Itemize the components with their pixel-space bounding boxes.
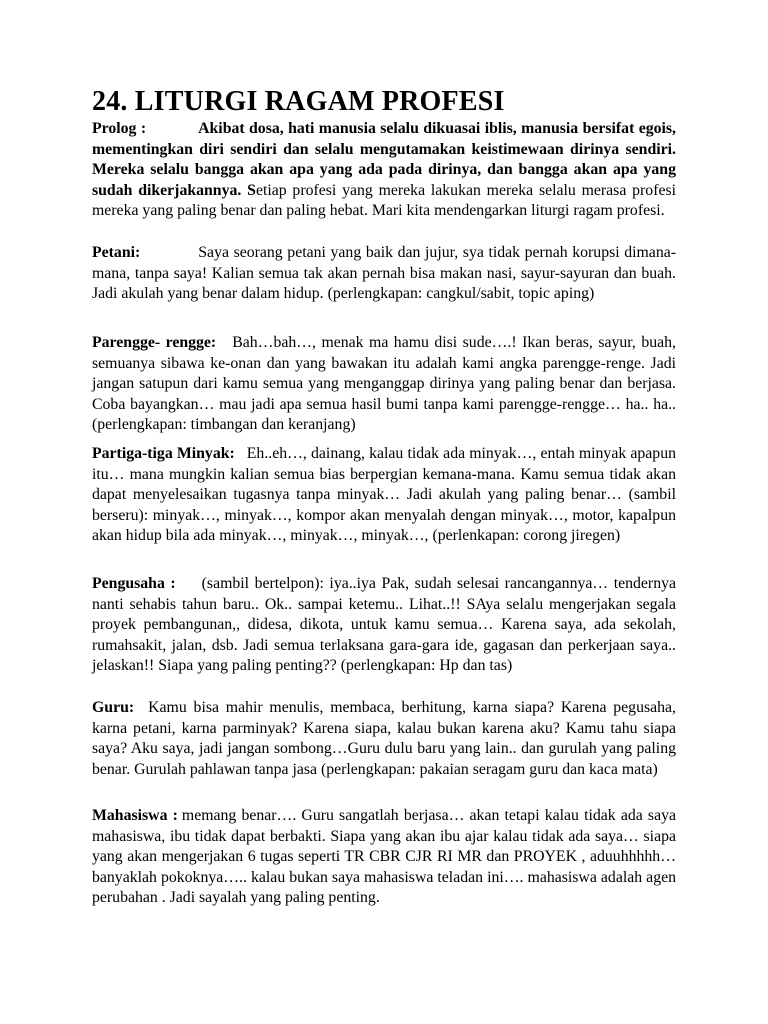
section-guru bbox=[92, 698, 676, 780]
section-text-partiga-tiga-minyak: Eh..eh…, dainang, kalau tidak ada minyak…, entah minyak apapun itu… mana mungkin kalian semua bias berpergian kemana-mana. Kamu semua tidak akan dapat menyelesaikan tugasnya tanpa minyak… Jadi akulah yang paling benar… (sambil berseru): minyak…, minyak…, kompor akan menyalah dengan minyak…, motor, kapalpun akan hidup bila ada minyak…, minyak…, minyak…, (perlenkapan: corong jiregen) bbox=[92, 445, 676, 545]
section-text-petani: Saya seorang petani yang baik dan jujur, sya tidak pernah korupsi dimana-mana, tanpa saya! Kalian semua tak akan pernah bisa makan nasi, sayur-sayuran dan buah. Jadi akulah yang benar dalam hidup. (perlengkapan: cangkul/sabit, topic aping) bbox=[92, 244, 676, 303]
section-mahasiswa bbox=[92, 806, 676, 909]
section-text-guru: Kamu bisa mahir menulis, membaca, berhitung, karna siapa? Karena pegusaha, karna petani, karna parminyak? Karena siapa, kalau bukan karena aku? Kamu tahu siapa saya? Aku saya, jadi jangan sombong…Guru dulu baru yang lain.. dan gurulah yang paling benar. Gurulah pahlawan tanpa jasa (perlengkapan: pakaian seragam guru dan kaca mata) bbox=[92, 699, 676, 778]
section-parengge-rengge bbox=[92, 333, 676, 436]
section-label-guru: Guru: bbox=[92, 699, 135, 716]
document-title: 24. LITURGI RAGAM PROFESI bbox=[92, 86, 505, 117]
section-bold-text-prolog: Akibat dosa, hati manusia selalu dikuasai iblis, manusia bersifat egois, mementingkan diri sendiri dan selalu mengutamakan keistimewaan dirinya sendiri. Mereka selalu bangga akan apa yang ada pada dirinya, dan bangga akan apa yang sudah dikerjakannya. S bbox=[92, 120, 677, 199]
section-text-mahasiswa: memang benar…. Guru sangatlah berjasa… akan tetapi kalau tidak ada saya mahasiswa, ibu tidak dapat berbakti. Siapa yang akan ibu ajar kalau tidak ada saya… siapa yang akan mengerjakan 6 tugas seperti TR CBR CJR RI MR dan PROYEK , aduuhhhhh… banyaklah pokoknya….. kalau bukan saya mahasiswa teladan ini…. mahasiswa adalah agen perubahan . Jadi sayalah yang paling penting. bbox=[92, 807, 676, 907]
section-label-pengusaha: Pengusaha : bbox=[92, 575, 176, 592]
section-label-parengge-rengge: Parengge- rengge: bbox=[92, 334, 217, 351]
section-petani bbox=[92, 243, 676, 305]
section-partiga-tiga-minyak bbox=[92, 444, 676, 547]
section-text-prolog: etiap profesi yang mereka lakukan mereka selalu merasa profesi mereka yang paling benar dan paling hebat. Mari kita mendengarkan liturgi ragam profesi. bbox=[92, 181, 676, 220]
section-label-mahasiswa: Mahasiswa : bbox=[92, 807, 178, 824]
section-label-petani: Petani: bbox=[92, 244, 141, 261]
section-text-parengge-rengge: Bah…bah…, menak ma hamu disi sude….! Ikan beras, sayur, buah, semuanya sibawa ke-onan dan yang bawakan itu adalah kami angka parengge-renge. Jadi jangan satupun dari kamu semua yang menganggap dirinya yang paling benar dan berjasa. Coba bayangkan… mau jadi apa semua hasil bumi tanpa kami parengge-rengge… ha.. ha.. (perlengkapan: timbangan dan keranjang) bbox=[92, 334, 676, 434]
section-label-partiga-tiga-minyak: Partiga-tiga Minyak: bbox=[92, 445, 235, 462]
section-prolog bbox=[92, 119, 676, 222]
section-label-prolog: Prolog : bbox=[92, 120, 147, 137]
section-pengusaha bbox=[92, 574, 676, 677]
section-text-pengusaha: (sambil bertelpon): iya..iya Pak, sudah selesai rancangannya… tendernya nanti sehabis tahun baru.. Ok.. sampai ketemu.. Lihat..!! SAya selalu mengerjakan segala proyek pembangunan,, didesa, dikota, untuk kamu semua… Karena saya, ada sekolah, rumahsakit, jalan, dsb. Jadi semua terlaksana gara-gara ide, gagasan dan perkerjaan saya.. jelaskan!! Siapa yang paling penting?? (perlengkapan: Hp dan tas) bbox=[92, 575, 677, 675]
